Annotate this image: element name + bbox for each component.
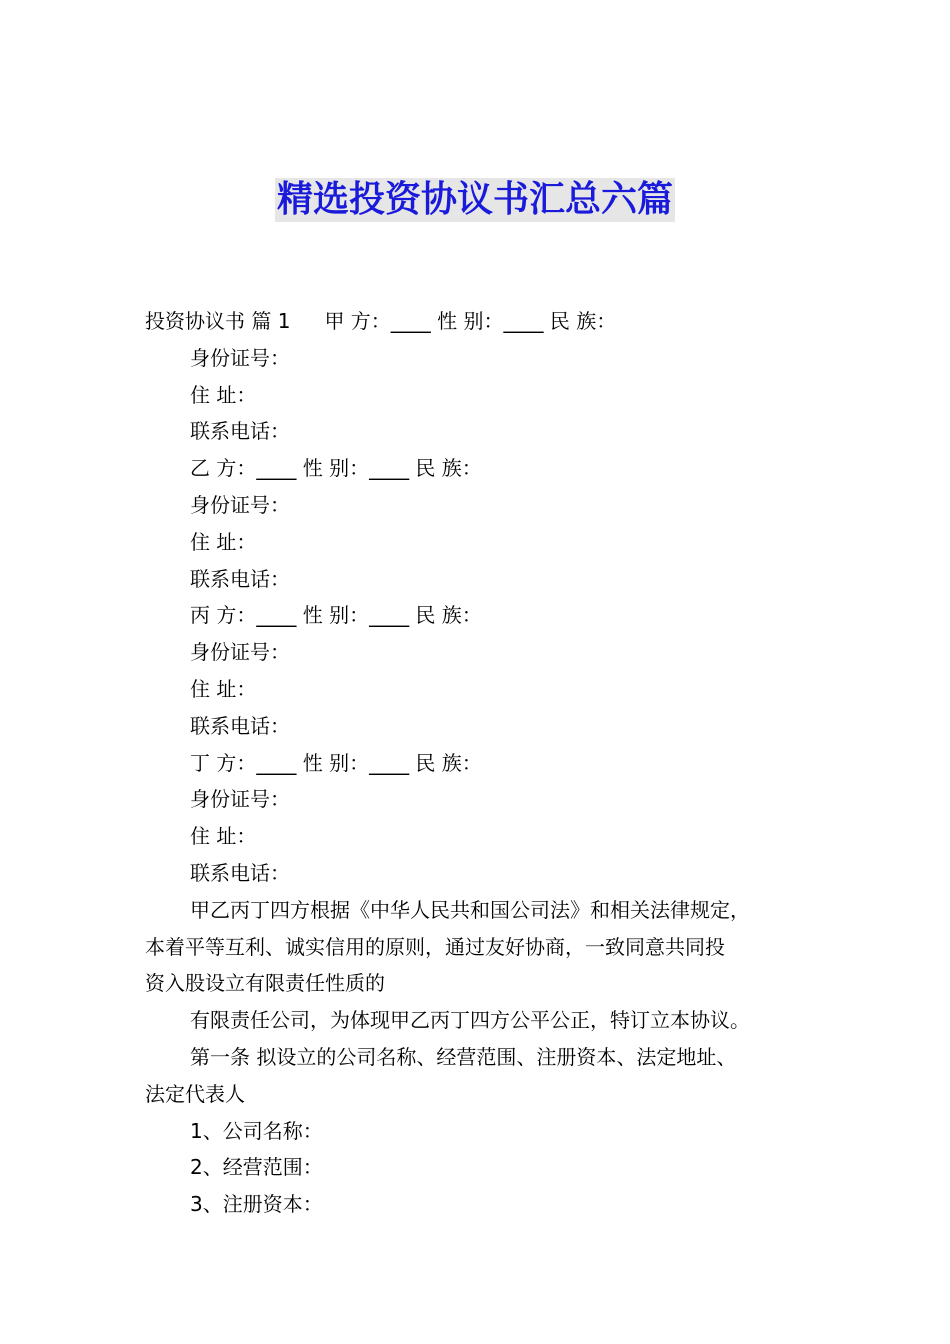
yi-phone-line: 联系电话：: [190, 566, 290, 591]
paragraph-1-line-3: 资入股设立有限责任性质的: [145, 971, 385, 996]
heading-line: [145, 303, 825, 340]
bing-address-line: 住 址：: [190, 676, 257, 701]
jia-id-line: 身份证号：: [190, 345, 290, 370]
jia-phone-line: 联系电话：: [190, 419, 290, 444]
list-item-registered-capital: 3、注册资本：: [190, 1192, 323, 1217]
party-ding-line: 丁 方：____ 性 别：____ 民 族：: [190, 750, 482, 775]
bing-phone-line: 联系电话：: [190, 713, 290, 738]
ding-phone-line: 联系电话：: [190, 860, 290, 885]
list-item-business-scope: 2、经营范围：: [190, 1155, 323, 1180]
document-title-text: 精选投资协议书汇总六篇: [276, 179, 673, 220]
ding-address-line: 住 址：: [190, 824, 257, 849]
bing-id-line: 身份证号：: [190, 640, 290, 665]
yi-id-line: 身份证号：: [190, 492, 290, 517]
list-item-company-name: 1、公司名称：: [190, 1118, 323, 1143]
document-title: [0, 178, 950, 228]
article-1-line-2: 法定代表人: [145, 1081, 245, 1106]
yi-address-line: 住 址：: [190, 529, 257, 554]
party-bing-line: 丙 方：____ 性 别：____ 民 族：: [190, 603, 482, 628]
paragraph-1-line-1: 甲乙丙丁四方根据《中华人民共和国公司法》和相关法律规定，: [190, 897, 750, 922]
ding-id-line: 身份证号：: [190, 787, 290, 812]
jia-address-line: 住 址：: [190, 382, 257, 407]
article-1-line-1: 第一条 拟设立的公司名称、经营范围、注册资本、法定地址、: [190, 1044, 737, 1069]
party-jia-line: 甲 方：____ 性 别：____ 民 族：: [324, 309, 617, 333]
paragraph-1-line-2: 本着平等互利、诚实信用的原则，通过友好协商，一致同意共同投: [145, 934, 725, 959]
document-body: [145, 303, 825, 1223]
heading-label: 投资协议书 篇 1: [145, 309, 291, 333]
party-yi-line: 乙 方：____ 性 别：____ 民 族：: [190, 456, 482, 481]
paragraph-2: 有限责任公司，为体现甲乙丙丁四方公平公正，特订立本协议。: [190, 1008, 750, 1033]
